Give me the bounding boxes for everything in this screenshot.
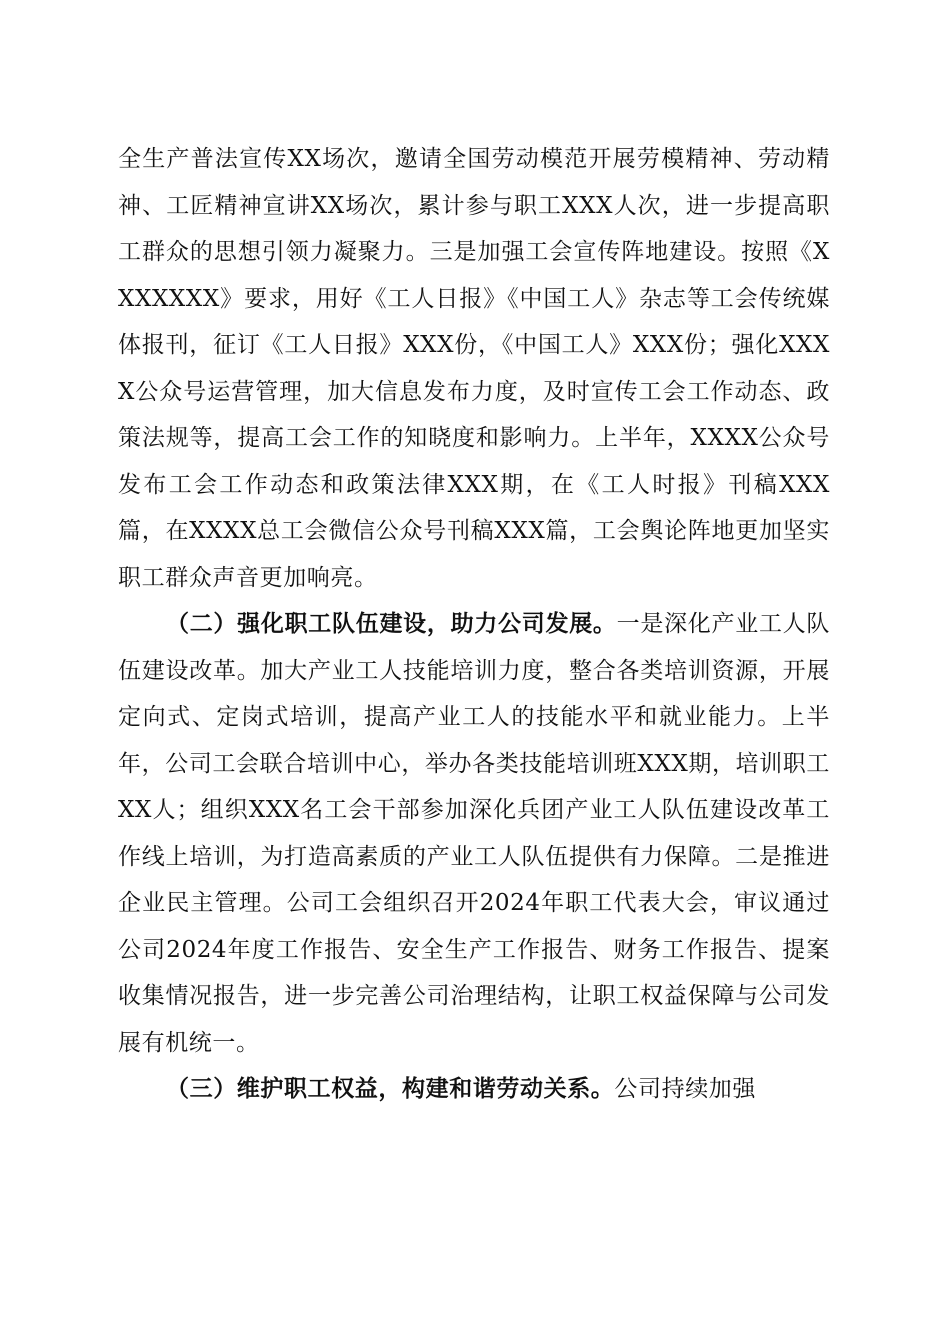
paragraph-section-2 bbox=[118, 601, 830, 1066]
paragraph-continuation bbox=[118, 136, 830, 601]
section-heading: （三）维护职工权益，构建和谐劳动关系。 bbox=[166, 1075, 615, 1102]
paragraph-body: 公司持续加强 bbox=[614, 1076, 757, 1102]
paragraph-body: 全生产普法宣传XX场次，邀请全国劳动模范开展劳模精神、劳动精神、工匠精神宣讲XX场次，累计参与职工XXX人次，进一步提高职工群众的思想引领力凝聚力。三是加强工会宣传阵地建设。按照《XXXXXXX》要求，用好《工人日报》《中国工人》杂志等工会传统媒体报刊，征订《工人日报》XXX份，《中国工人》XXX份；强化XXXX公众号运营管理，加大信息发布力度，及时宣传工会工作动态、政策法规等，提高工会工作的知晓度和影响力。上半年，XXXX公众号发布工会工作动态和政策法律XXX期，在《工人时报》刊稿XXX篇，在XXXX总工会微信公众号刊稿XXX篇，工会舆论阵地更加坚实职工群众声音更加响亮。 bbox=[118, 146, 830, 591]
paragraph-body: 一是深化产业工人队伍建设改革。加大产业工人技能培训力度，整合各类培训资源，开展定向式、定岗式培训，提高产业工人的技能水平和就业能力。上半年，公司工会联合培训中心，举办各类技能培训班XXX期，培训职工XX人；组织XXX名工会干部参加深化兵团产业工人队伍建设改革工作线上培训，为打造高素质的产业工人队伍提供有力保障。二是推进企业民主管理。公司工会组织召开2024年职工代表大会，审议通过公司2024年度工作报告、安全生产工作报告、财务工作报告、提案收集情况报告，进一步完善公司治理结构，让职工权益保障与公司发展有机统一。 bbox=[118, 611, 831, 1056]
paragraph-section-3 bbox=[118, 1066, 830, 1113]
section-heading: （二）强化职工队伍建设，助力公司发展。 bbox=[166, 610, 617, 637]
document-page bbox=[118, 136, 830, 1113]
